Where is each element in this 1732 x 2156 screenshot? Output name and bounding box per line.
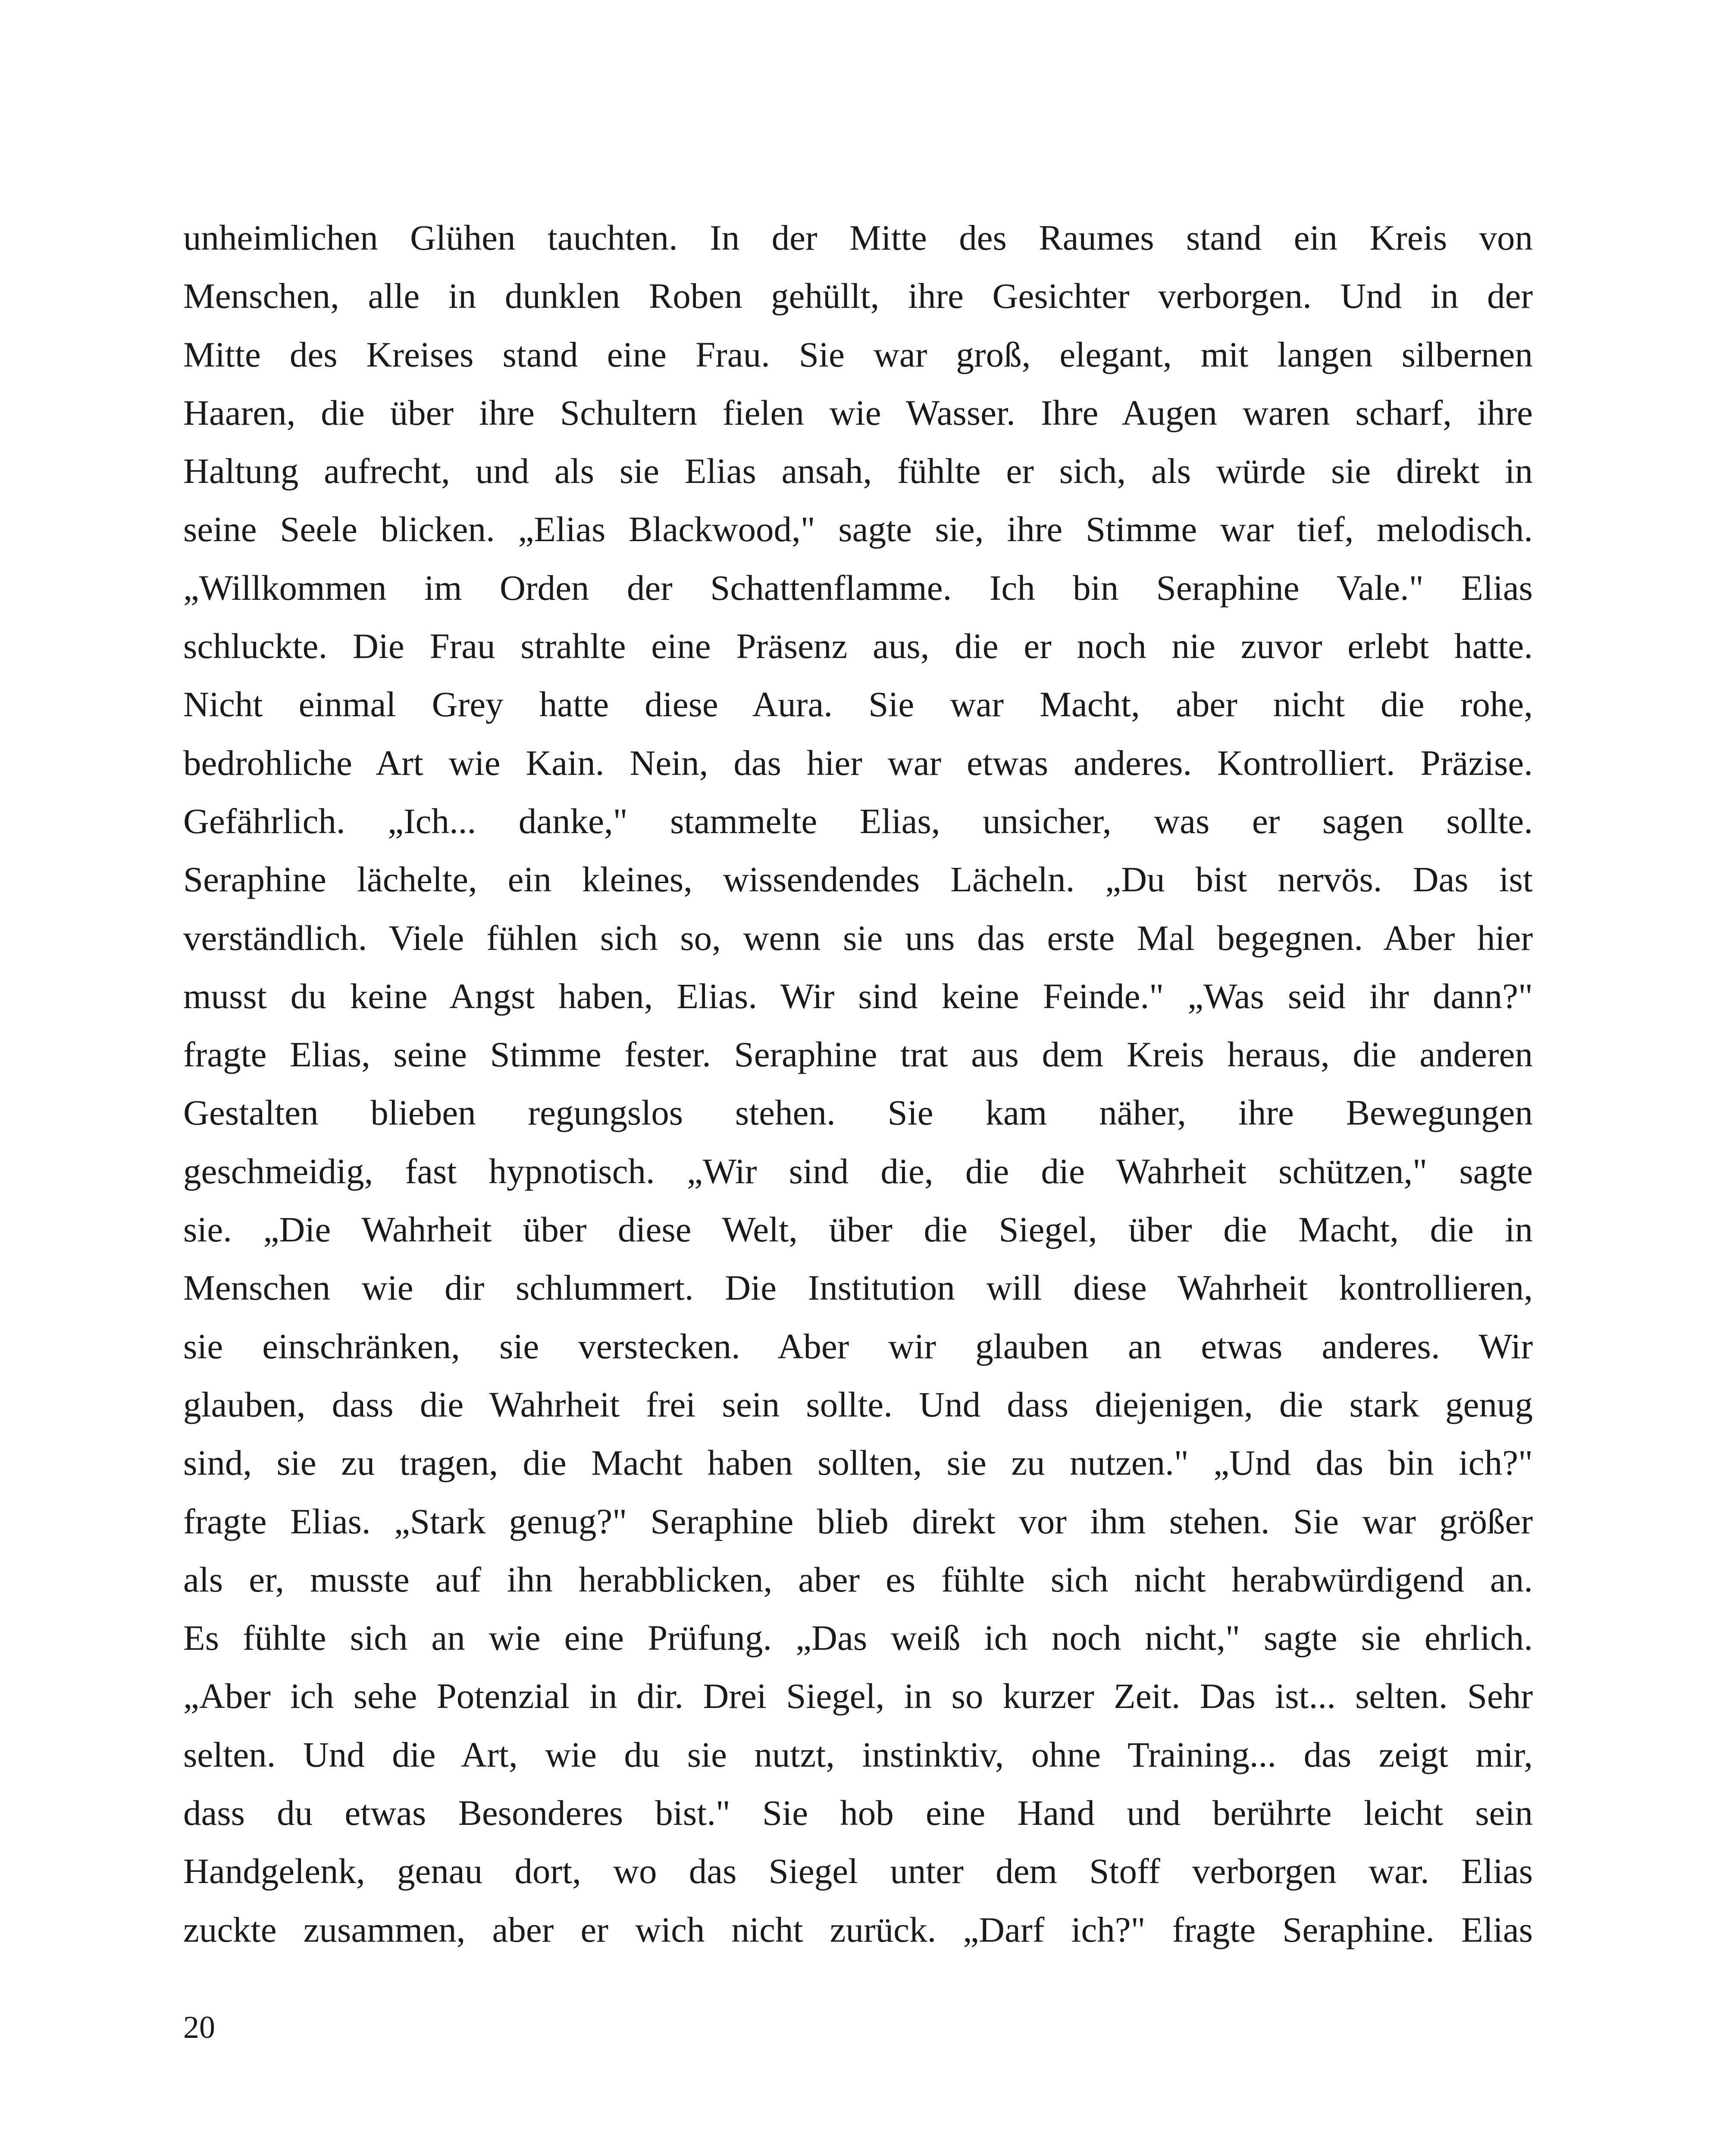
text-line: dass du etwas Besonderes bist." Sie hob eine Hand und berührte leicht sein — [183, 1793, 1533, 1833]
text-line: Haaren, die über ihre Schultern fielen wie Wasser. Ihre Augen waren scharf, ihre — [183, 392, 1533, 432]
text-line: Menschen wie dir schlummert. Die Institution will diese Wahrheit kontrollieren, — [183, 1268, 1533, 1308]
text-line: Haltung aufrecht, und als sie Elias ansah, fühlte er sich, als würde sie direkt in — [183, 451, 1533, 491]
text-line: sind, sie zu tragen, die Macht haben sollten, sie zu nutzen." „Und das bin ich?" — [183, 1443, 1533, 1483]
text-line: verständlich. Viele fühlen sich so, wenn sie uns das erste Mal begegnen. Aber hier — [183, 918, 1533, 958]
text-line: „Aber ich sehe Potenzial in dir. Drei Siegel, in so kurzer Zeit. Das ist... selten. Sehr — [183, 1676, 1533, 1716]
text-line: Gestalten blieben regungslos stehen. Sie kam näher, ihre Bewegungen — [183, 1093, 1533, 1133]
text-line: seine Seele blicken. „Elias Blackwood," sagte sie, ihre Stimme war tief, melodisch. — [183, 509, 1533, 549]
text-line: fragte Elias, seine Stimme fester. Seraphine trat aus dem Kreis heraus, die anderen — [183, 1034, 1533, 1075]
text-line: zuckte zusammen, aber er wich nicht zurück. „Darf ich?" fragte Seraphine. Elias — [183, 1909, 1533, 1949]
text-line: geschmeidig, fast hypnotisch. „Wir sind die, die die Wahrheit schützen," sagte — [183, 1151, 1533, 1191]
text-line: Seraphine lächelte, ein kleines, wissendendes Lächeln. „Du bist nervös. Das ist — [183, 859, 1533, 899]
text-line: bedrohliche Art wie Kain. Nein, das hier war etwas anderes. Kontrolliert. Präzise. — [183, 743, 1533, 783]
text-line: als er, musste auf ihn herabblicken, aber es fühlte sich nicht herabwürdigend an. — [183, 1559, 1533, 1599]
text-line: unheimlichen Glühen tauchten. In der Mitte des Raumes stand ein Kreis von — [183, 218, 1533, 257]
text-line: fragte Elias. „Stark genug?" Seraphine blieb direkt vor ihm stehen. Sie war größer — [183, 1501, 1533, 1541]
text-line: sie einschränken, sie verstecken. Aber wir glauben an etwas anderes. Wir — [183, 1326, 1533, 1366]
body-text — [183, 209, 1533, 1959]
text-line: Gefährlich. „Ich... danke," stammelte Elias, unsicher, was er sagen sollte. — [183, 801, 1533, 841]
page-number: 20 — [183, 2010, 215, 2045]
text-line: Mitte des Kreises stand eine Frau. Sie war groß, elegant, mit langen silbernen — [183, 334, 1533, 374]
text-line: schluckte. Die Frau strahlte eine Präsenz aus, die er noch nie zuvor erlebt hatte. — [183, 626, 1533, 666]
text-line: musst du keine Angst haben, Elias. Wir sind keine Feinde." „Was seid ihr dann?" — [183, 976, 1533, 1016]
text-line: Es fühlte sich an wie eine Prüfung. „Das weiß ich noch nicht," sagte sie ehrlich. — [183, 1618, 1533, 1658]
text-line: „Willkommen im Orden der Schattenflamme. Ich bin Seraphine Vale." Elias — [183, 567, 1533, 608]
text-line: Handgelenk, genau dort, wo das Siegel unter dem Stoff verborgen war. Elias — [183, 1851, 1533, 1891]
text-line: Menschen, alle in dunklen Roben gehüllt, ihre Gesichter verborgen. Und in der — [183, 276, 1533, 316]
text-line: Nicht einmal Grey hatte diese Aura. Sie war Macht, aber nicht die rohe, — [183, 684, 1533, 724]
text-line: glauben, dass die Wahrheit frei sein sollte. Und dass diejenigen, die stark genug — [183, 1384, 1533, 1424]
text-line: selten. Und die Art, wie du sie nutzt, instinktiv, ohne Training... das zeigt mir, — [183, 1734, 1533, 1774]
text-line: sie. „Die Wahrheit über diese Welt, über die Siegel, über die Macht, die in — [183, 1210, 1533, 1250]
